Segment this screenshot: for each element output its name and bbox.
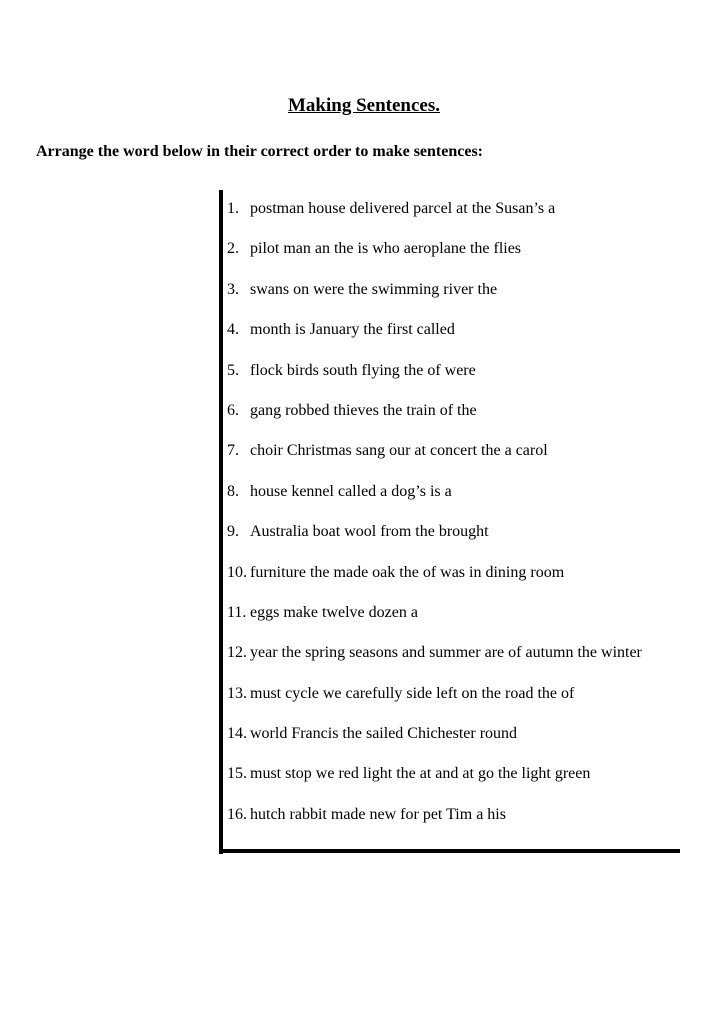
list-item xyxy=(227,683,642,723)
instruction-text: Arrange the word below in their correct order to make sentences: xyxy=(36,143,483,160)
item-text: house kennel called a dog’s is a xyxy=(250,482,452,500)
list-item xyxy=(227,602,642,642)
item-number: 15. xyxy=(227,765,247,783)
item-text: must stop we red light the at and at go the light green xyxy=(250,765,591,783)
item-number: 6. xyxy=(227,401,239,419)
item-number: 10. xyxy=(227,563,247,581)
item-number: 12. xyxy=(227,644,247,662)
item-text: eggs make twelve dozen a xyxy=(250,603,418,621)
item-text: month is January the first called xyxy=(250,321,455,339)
list-item xyxy=(227,400,642,440)
list-item xyxy=(227,481,642,521)
item-text: postman house delivered parcel at the Susan’s a xyxy=(250,200,556,217)
item-number: 14. xyxy=(227,725,247,743)
item-text: swans on were the swimming river the xyxy=(250,280,498,298)
list-item xyxy=(227,642,642,682)
list-item xyxy=(227,279,642,319)
item-number: 5. xyxy=(227,361,239,379)
list-item xyxy=(227,319,642,359)
list-item xyxy=(227,360,642,400)
list-item xyxy=(227,723,642,763)
item-text: must cycle we carefully side left on the road the of xyxy=(250,684,575,702)
bracket-bottom-line xyxy=(219,849,680,853)
item-text: gang robbed thieves the train of the xyxy=(250,401,477,419)
sentence-list xyxy=(227,198,642,844)
item-number: 16. xyxy=(227,805,247,823)
item-text: flock birds south flying the of were xyxy=(250,361,476,379)
item-text: Australia boat wool from the brought xyxy=(250,523,489,541)
bracket-left-line xyxy=(219,190,223,854)
page-title: Making Sentences. xyxy=(288,95,440,116)
item-text: hutch rabbit made new for pet Tim a his xyxy=(250,805,506,823)
list-item xyxy=(227,804,642,844)
list-item xyxy=(227,562,642,602)
item-text: furniture the made oak the of was in dining room xyxy=(250,563,565,581)
item-text: choir Christmas sang our at concert the a carol xyxy=(250,442,548,460)
item-number: 11. xyxy=(227,603,247,621)
item-number: 9. xyxy=(227,523,239,541)
item-text: year the spring seasons and summer are of autumn the winter xyxy=(250,644,642,662)
item-number: 2. xyxy=(227,240,239,258)
item-text: world Francis the sailed Chichester round xyxy=(250,725,518,743)
item-text: pilot man an the is who aeroplane the flies xyxy=(250,240,522,258)
list-item xyxy=(227,238,642,278)
item-number: 3. xyxy=(227,280,239,298)
list-item xyxy=(227,763,642,803)
item-number: 4. xyxy=(227,321,239,339)
item-number: 7. xyxy=(227,442,239,460)
list-item xyxy=(227,198,642,238)
item-number: 13. xyxy=(227,684,247,702)
list-item xyxy=(227,521,642,561)
item-number: 8. xyxy=(227,482,239,500)
list-item xyxy=(227,440,642,480)
item-number: 1. xyxy=(227,200,239,217)
